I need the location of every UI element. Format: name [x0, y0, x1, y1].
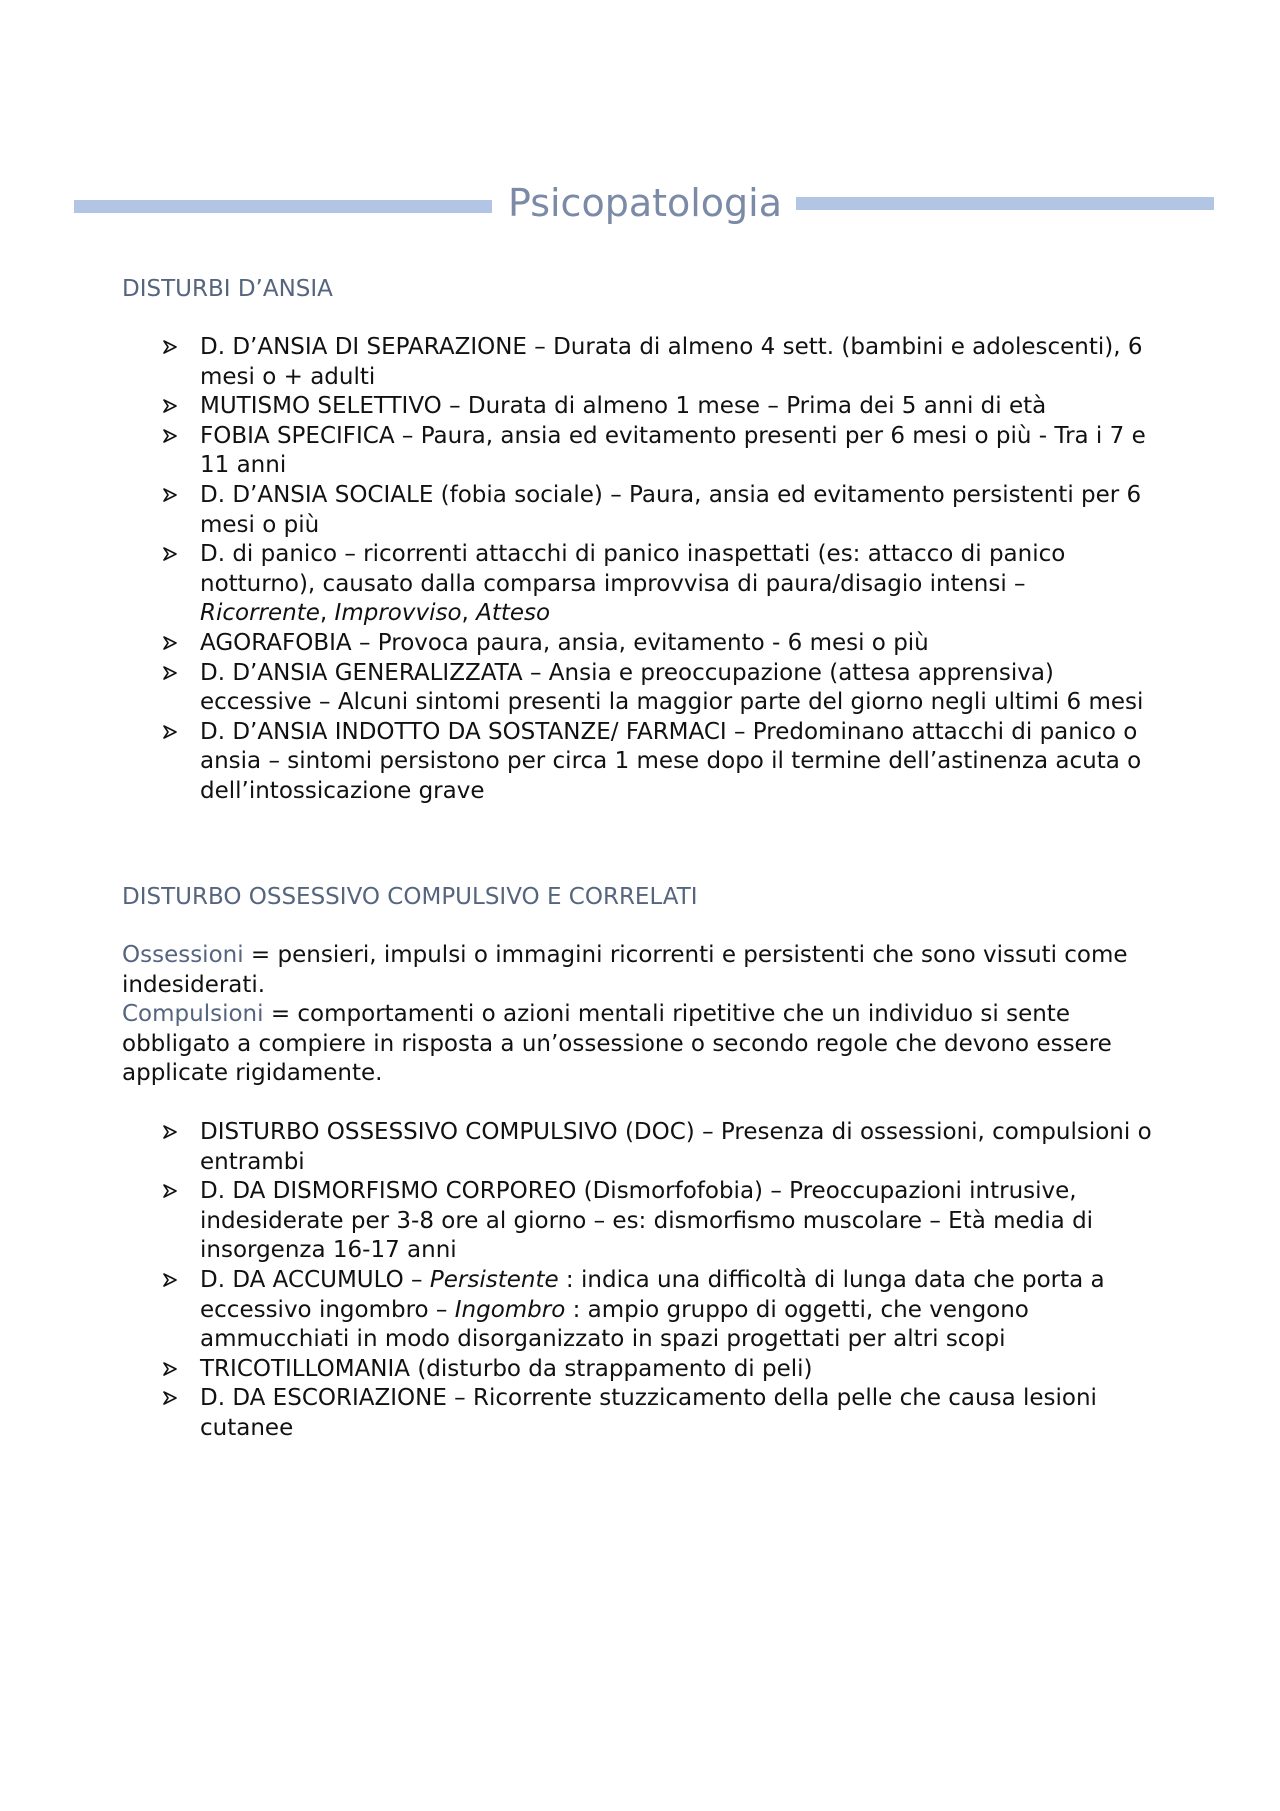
arrow-bullet-icon — [163, 481, 183, 511]
arrow-bullet-icon — [163, 1177, 183, 1207]
title-rule-right — [796, 197, 1214, 210]
list-item: D. D’ANSIA DI SEPARAZIONE – Durata di almeno 4 sett. (bambini e adolescenti), 6 mesi o + adulti — [0, 333, 1260, 392]
title-row — [74, 176, 1214, 232]
arrow-bullet-icon — [163, 1355, 183, 1385]
arrow-bullet-icon — [163, 718, 183, 748]
arrow-bullet-icon — [163, 629, 183, 659]
list-item: DISTURBO OSSESSIVO COMPULSIVO (DOC) – Presenza di ossessioni, compulsioni o entrambi — [0, 1118, 1260, 1177]
arrow-bullet-icon — [163, 659, 183, 689]
term-ossessioni: Ossessioni — [122, 942, 244, 968]
arrow-bullet-icon — [163, 1384, 183, 1414]
arrow-bullet-icon — [163, 392, 183, 422]
list-item: D. D’ANSIA GENERALIZZATA – Ansia e preoccupazione (attesa apprensiva) eccessive – Alcuni sintomi presenti la maggior parte del giorno negli ultimi 6 mesi — [0, 659, 1260, 718]
definition-compulsioni: Compulsioni = comportamenti o azioni mentali ripetitive che un individuo si sente obbligato a compiere in risposta a un’ossessione o secondo regole che devono essere applicate rigidamente. — [122, 1001, 1112, 1087]
list-item: TRICOTILLOMANIA (disturbo da strappamento di peli) — [0, 1355, 1260, 1385]
list-item: MUTISMO SELETTIVO – Durata di almeno 1 mese – Prima dei 5 anni di età — [0, 392, 1260, 422]
list-item: FOBIA SPECIFICA – Paura, ansia ed evitamento presenti per 6 mesi o più - Tra i 7 e 11 anni — [0, 422, 1260, 481]
arrow-bullet-icon — [163, 1118, 183, 1148]
list-item: D. DA ESCORIAZIONE – Ricorrente stuzzicamento della pelle che causa lesioni cutanee — [0, 1384, 1260, 1443]
term-compulsioni: Compulsioni — [122, 1001, 264, 1028]
arrow-bullet-icon — [163, 1266, 183, 1296]
list-item: D. D’ANSIA SOCIALE (fobia sociale) – Paura, ansia ed evitamento persistenti per 6 mesi o più — [0, 481, 1260, 540]
section-heading-ansia: DISTURBI D’ANSIA — [122, 276, 333, 302]
list-item: D. di panico – ricorrenti attacchi di panico inaspettati (es: attacco di panico notturno), causato dalla comparsa improvvisa di paura/disagio intensi – Ricorrente, Improvviso, Atteso — [0, 540, 1260, 629]
bullet-list-ansia — [0, 333, 1280, 807]
list-item: AGORAFOBIA – Provoca paura, ansia, evitamento - 6 mesi o più — [0, 629, 1260, 659]
title-rule-left — [74, 200, 492, 213]
bullet-list-doc — [0, 1118, 1280, 1444]
arrow-bullet-icon — [163, 422, 183, 452]
definitions-paragraph — [122, 941, 1182, 1089]
list-item: D. D’ANSIA INDOTTO DA SOSTANZE/ FARMACI – Predominano attacchi di panico o ansia – sintomi persistono per circa 1 mese dopo il termine dell’astinenza acuta o dell’intossicazione grave — [0, 718, 1260, 807]
list-item: D. DA ACCUMULO – Persistente : indica una difficoltà di lunga data che porta a eccessivo ingombro – Ingombro : ampio gruppo di oggetti, che vengono ammucchiati in modo disorganizzato in spazi progettati per altri scopi — [0, 1266, 1260, 1355]
arrow-bullet-icon — [163, 333, 183, 363]
section-heading-doc: DISTURBO OSSESSIVO COMPULSIVO E CORRELATI — [122, 884, 698, 910]
list-item: D. DA DISMORFISMO CORPOREO (Dismorfofobia) – Preoccupazioni intrusive, indesiderate per 3-8 ore al giorno – es: dismorfismo muscolare – Età media di insorgenza 16-17 anni — [0, 1177, 1260, 1266]
definition-ossessioni: Ossessioni = pensieri, impulsi o immagini ricorrenti e persistenti che sono vissuti come indesiderati. — [122, 942, 1128, 998]
page-title: Psicopatologia — [507, 181, 783, 225]
arrow-bullet-icon — [163, 540, 183, 570]
